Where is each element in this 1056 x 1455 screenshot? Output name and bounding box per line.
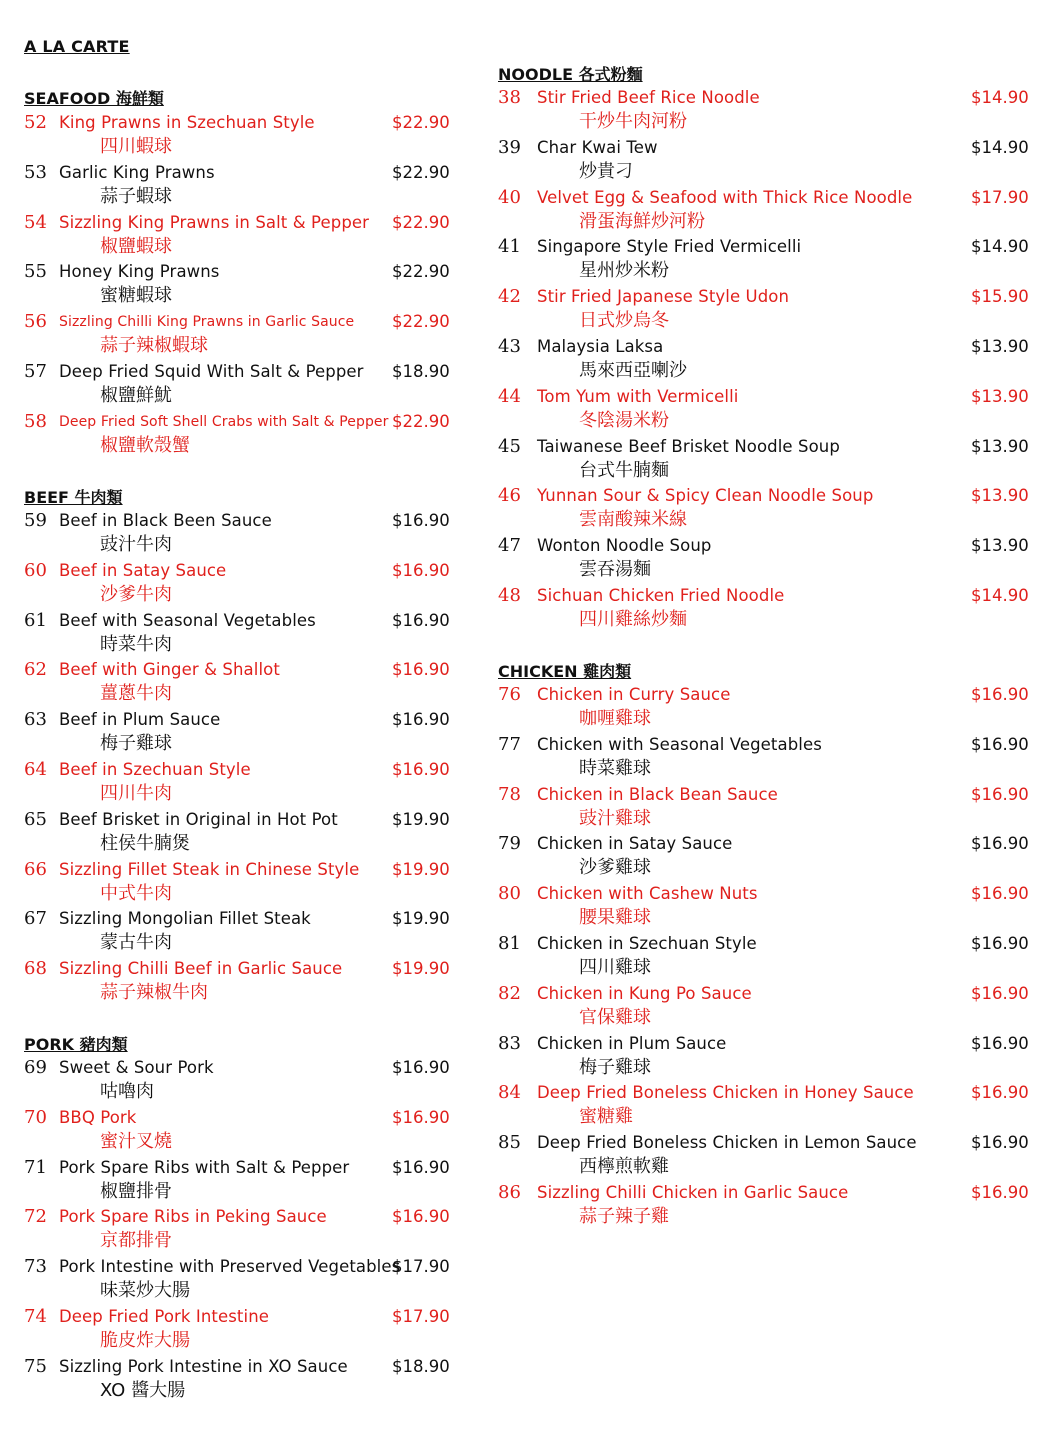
menu-item-beef [24, 757, 454, 807]
item-number: 53 [24, 161, 47, 183]
item-number: 60 [24, 559, 47, 581]
section-header-noodle: NOODLE 各式粉麵 [498, 65, 643, 84]
item-price: $16.90 [971, 784, 1029, 804]
item-number: 52 [24, 112, 47, 133]
item-name-chinese: 中式牛肉 [100, 882, 172, 904]
item-number: 69 [24, 1057, 47, 1078]
menu-item-seafood [24, 110, 454, 160]
item-name-chinese: 蒙古牛肉 [100, 932, 172, 954]
item-name-chinese: 雲南酸辣米線 [579, 509, 687, 531]
item-price: $16.90 [392, 1157, 450, 1177]
menu-item-seafood [24, 359, 454, 409]
item-name-english: Chicken in Curry Sauce [537, 685, 731, 704]
menu-item-pork [24, 1204, 454, 1254]
item-name-chinese: 蒜子蝦球 [100, 185, 172, 207]
menu-item-beef [24, 508, 454, 558]
item-name-english: Deep Fried Squid With Salt & Pepper [59, 362, 364, 381]
item-price: $22.90 [392, 212, 450, 232]
item-price: $16.90 [392, 560, 450, 580]
item-price: $16.90 [392, 610, 450, 630]
menu-item-seafood [24, 409, 454, 459]
item-name-english: Sizzling Chilli Chicken in Garlic Sauce [537, 1183, 849, 1202]
item-name-chinese: 干炒牛肉河粉 [579, 111, 687, 132]
item-number: 65 [24, 808, 47, 830]
item-number: 38 [498, 87, 521, 108]
item-price: $14.90 [971, 88, 1029, 107]
item-name-english: Beef in Plum Sauce [59, 710, 221, 730]
menu-item-beef [24, 857, 454, 907]
section-header-pork: PORK 豬肉類 [24, 1035, 128, 1054]
item-price: $13.90 [971, 337, 1029, 356]
item-name-english: Sizzling Chilli King Prawns in Garlic Sauce [59, 314, 355, 331]
item-name-chinese: 梅子雞球 [100, 733, 172, 755]
item-name-english: Singapore Style Fried Vermicelli [537, 237, 802, 257]
menu-item-chicken [498, 782, 1038, 832]
menu-item-chicken [498, 981, 1038, 1031]
item-name-chinese: 豉汁牛肉 [100, 534, 172, 555]
item-name-chinese: 京都排骨 [100, 1230, 172, 1252]
menu-item-beef [24, 558, 454, 608]
item-name-chinese: 豉汁雞球 [579, 807, 651, 829]
item-price: $17.90 [392, 1257, 450, 1277]
item-name-chinese: 脆皮炸大腸 [100, 1330, 190, 1351]
item-number: 67 [24, 908, 47, 930]
item-number: 54 [24, 211, 47, 233]
item-name-english: Beef Brisket in Original in Hot Pot [59, 809, 338, 829]
item-number: 77 [498, 733, 521, 755]
item-name-english: Yunnan Sour & Spicy Clean Noodle Soup [537, 486, 874, 506]
item-name-chinese: 台式牛腩麵 [579, 459, 669, 481]
menu-item-chicken [498, 831, 1038, 881]
menu-item-beef [24, 956, 454, 1006]
item-price: $16.90 [971, 934, 1029, 953]
menu-item-chicken [498, 1180, 1038, 1230]
menu-item-beef [24, 807, 454, 857]
item-name-english: Deep Fried Boneless Chicken in Lemon Sauce [537, 1133, 917, 1153]
item-number: 48 [498, 585, 521, 606]
item-name-chinese: 咕嚕肉 [100, 1081, 154, 1102]
item-price: $14.90 [971, 586, 1029, 605]
menu-item-pork [24, 1155, 454, 1205]
item-name-chinese: XO 醬大腸 [100, 1379, 186, 1401]
item-name-chinese: 沙爹雞球 [579, 857, 651, 879]
menu-item-seafood [24, 210, 454, 260]
item-price: $22.90 [392, 162, 450, 182]
item-name-english: Deep Fried Pork Intestine [59, 1307, 269, 1326]
menu-item-seafood [24, 259, 454, 309]
item-number: 47 [498, 535, 521, 557]
item-name-english: Chicken with Seasonal Vegetables [537, 734, 822, 754]
item-price: $22.90 [392, 312, 450, 332]
item-name-chinese: 四川雞絲炒麵 [579, 609, 687, 630]
menu-item-noodle [498, 234, 1038, 284]
menu-item-chicken [498, 682, 1038, 732]
menu-item-seafood [24, 160, 454, 210]
item-number: 55 [24, 261, 47, 283]
item-name-chinese: 蜜糖雞 [579, 1106, 633, 1128]
item-name-chinese: 官保雞球 [579, 1006, 651, 1028]
menu-item-pork [24, 1105, 454, 1155]
item-name-english: Pork Spare Ribs with Salt & Pepper [59, 1157, 350, 1177]
item-price: $13.90 [971, 386, 1029, 406]
item-number: 86 [498, 1182, 521, 1203]
item-price: $14.90 [971, 237, 1029, 257]
item-price: $16.90 [971, 834, 1029, 854]
item-name-english: Chicken in Black Bean Sauce [537, 784, 778, 804]
item-number: 63 [24, 709, 47, 731]
item-number: 59 [24, 510, 47, 531]
item-number: 76 [498, 684, 521, 705]
item-price: $16.90 [392, 760, 450, 779]
menu-item-noodle [498, 434, 1038, 484]
item-name-english: Pork Intestine with Preserved Vegetables [59, 1257, 401, 1277]
item-number: 61 [24, 609, 47, 631]
item-price: $16.90 [971, 1183, 1029, 1202]
item-number: 41 [498, 236, 521, 258]
item-price: $16.90 [971, 1083, 1029, 1103]
item-name-english: Wonton Noodle Soup [537, 536, 712, 556]
item-name-english: Sichuan Chicken Fried Noodle [537, 586, 785, 605]
item-number: 66 [24, 858, 47, 880]
menu-item-beef [24, 707, 454, 757]
item-name-english: Stir Fried Japanese Style Udon [537, 287, 790, 307]
item-name-chinese: 梅子雞球 [579, 1056, 651, 1078]
menu-item-noodle [498, 284, 1038, 334]
item-name-english: Beef with Seasonal Vegetables [59, 610, 316, 630]
item-number: 81 [498, 933, 521, 954]
item-price: $19.90 [392, 809, 450, 829]
item-number: 83 [498, 1032, 521, 1054]
item-price: $14.90 [971, 137, 1029, 157]
item-name-chinese: 蒜子辣椒牛肉 [100, 982, 208, 1004]
item-name-chinese: 蜜糖蝦球 [100, 285, 172, 307]
item-number: 45 [498, 435, 521, 457]
item-name-english: Stir Fried Beef Rice Noodle [537, 88, 760, 107]
page-title: A LA CARTE [24, 37, 130, 56]
item-name-chinese: 椒鹽蝦球 [100, 235, 172, 257]
item-price: $15.90 [971, 287, 1029, 307]
item-name-chinese: 時菜雞球 [579, 757, 651, 779]
menu-item-seafood [24, 309, 454, 359]
item-number: 56 [24, 311, 47, 333]
item-name-chinese: 四川雞球 [579, 957, 651, 978]
menu-item-pork [24, 1304, 454, 1354]
item-name-chinese: 星州炒米粉 [579, 260, 669, 282]
item-name-english: Sizzling Chilli Beef in Garlic Sauce [59, 959, 343, 979]
menu-item-noodle [498, 483, 1038, 533]
item-number: 58 [24, 410, 47, 432]
item-price: $16.90 [392, 1207, 450, 1227]
item-name-english: Chicken with Cashew Nuts [537, 884, 758, 904]
item-name-chinese: 四川牛肉 [100, 783, 172, 804]
item-name-chinese: 時菜牛肉 [100, 633, 172, 655]
item-number: 78 [498, 783, 521, 805]
item-number: 84 [498, 1082, 521, 1104]
item-name-chinese: 咖喱雞球 [579, 708, 651, 729]
menu-item-chicken [498, 931, 1038, 981]
item-price: $22.90 [392, 113, 450, 132]
item-name-english: Taiwanese Beef Brisket Noodle Soup [537, 436, 840, 456]
item-number: 39 [498, 136, 521, 158]
item-number: 42 [498, 286, 521, 308]
item-number: 64 [24, 759, 47, 780]
item-price: $16.90 [392, 1107, 450, 1127]
item-name-english: Chicken in Szechuan Style [537, 934, 757, 953]
item-number: 72 [24, 1206, 47, 1228]
item-name-english: Beef with Ginger & Shallot [59, 660, 280, 680]
item-number: 82 [498, 982, 521, 1004]
item-price: $16.90 [392, 660, 450, 680]
menu-item-beef [24, 657, 454, 707]
item-name-english: Beef in Black Been Sauce [59, 511, 272, 530]
item-name-chinese: 冬陰湯米粉 [579, 409, 669, 431]
menu-item-chicken [498, 881, 1038, 931]
item-number: 79 [498, 833, 521, 855]
item-price: $19.90 [392, 909, 450, 929]
item-price: $22.90 [392, 411, 450, 431]
menu-item-beef [24, 906, 454, 956]
item-name-chinese: 西檸煎軟雞 [579, 1156, 669, 1178]
item-number: 68 [24, 958, 47, 980]
menu-item-beef [24, 608, 454, 658]
item-price: $16.90 [971, 983, 1029, 1003]
item-price: $19.90 [392, 859, 450, 879]
item-number: 74 [24, 1306, 47, 1327]
item-name-chinese: 蒜子辣椒蝦球 [100, 335, 208, 357]
menu-item-pork [24, 1354, 454, 1404]
section-header-seafood: SEAFOOD 海鮮類 [24, 89, 164, 108]
item-price: $19.90 [392, 959, 450, 979]
item-price: $16.90 [392, 1058, 450, 1077]
item-price: $18.90 [392, 1356, 450, 1376]
menu-item-chicken [498, 1031, 1038, 1081]
menu-item-noodle [498, 583, 1038, 633]
item-name-english: Deep Fried Boneless Chicken in Honey Sauce [537, 1083, 914, 1103]
item-name-chinese: 日式炒烏冬 [579, 310, 669, 332]
item-price: $13.90 [971, 486, 1029, 506]
menu-item-chicken [498, 732, 1038, 782]
item-name-english: Sizzling King Prawns in Salt & Pepper [59, 212, 370, 232]
item-number: 73 [24, 1256, 47, 1278]
item-name-chinese: 馬來西亞喇沙 [579, 360, 687, 381]
item-number: 44 [498, 385, 521, 407]
item-price: $16.90 [971, 1133, 1029, 1153]
item-number: 57 [24, 361, 47, 382]
item-price: $17.90 [392, 1307, 450, 1326]
item-number: 85 [498, 1132, 521, 1154]
item-name-english: Honey King Prawns [59, 262, 220, 282]
item-price: $13.90 [971, 536, 1029, 556]
menu-item-noodle [498, 334, 1038, 384]
item-name-english: Sizzling Pork Intestine in XO Sauce [59, 1356, 348, 1376]
menu-item-noodle [498, 533, 1038, 583]
item-name-english: Tom Yum with Vermicelli [537, 386, 739, 406]
item-price: $16.90 [971, 734, 1029, 754]
item-name-english: King Prawns in Szechuan Style [59, 113, 315, 132]
item-name-english: Chicken in Plum Sauce [537, 1033, 727, 1053]
section-header-beef: BEEF 牛肉類 [24, 488, 123, 507]
item-price: $17.90 [971, 187, 1029, 207]
item-name-chinese: 蜜汁叉燒 [100, 1130, 172, 1152]
menu-item-noodle [498, 85, 1038, 135]
menu-item-pork [24, 1254, 454, 1304]
item-name-english: Sizzling Mongolian Fillet Steak [59, 909, 311, 929]
menu-item-chicken [498, 1080, 1038, 1130]
item-price: $16.90 [392, 710, 450, 730]
item-price: $18.90 [392, 362, 450, 381]
item-price: $13.90 [971, 436, 1029, 456]
item-name-chinese: 柱侯牛腩煲 [100, 832, 190, 854]
menu-item-noodle [498, 135, 1038, 185]
item-number: 40 [498, 186, 521, 208]
item-number: 70 [24, 1106, 47, 1128]
item-price: $16.90 [392, 511, 450, 530]
item-price: $16.90 [971, 884, 1029, 904]
item-name-english: Chicken in Satay Sauce [537, 834, 733, 854]
item-name-chinese: 沙爹牛肉 [100, 583, 172, 605]
section-header-chicken: CHICKEN 雞肉類 [498, 662, 632, 681]
item-price: $16.90 [971, 685, 1029, 704]
item-name-chinese: 椒鹽排骨 [100, 1180, 172, 1202]
item-name-english: Sizzling Fillet Steak in Chinese Style [59, 859, 360, 879]
item-name-english: Chicken in Kung Po Sauce [537, 983, 752, 1003]
item-name-chinese: 椒鹽軟殼蟹 [100, 434, 190, 456]
item-name-chinese: 炒貴刁 [579, 160, 633, 182]
item-name-chinese: 薑蔥牛肉 [100, 683, 172, 705]
item-name-english: BBQ Pork [59, 1107, 137, 1127]
item-name-chinese: 蒜子辣子雞 [579, 1206, 669, 1227]
item-name-english: Velvet Egg & Seafood with Thick Rice Noodle [537, 187, 913, 207]
item-name-chinese: 四川蝦球 [100, 136, 172, 157]
item-name-english: Malaysia Laksa [537, 337, 664, 356]
item-number: 43 [498, 336, 521, 357]
item-number: 80 [498, 883, 521, 905]
menu-item-noodle [498, 384, 1038, 434]
menu-item-noodle [498, 185, 1038, 235]
item-number: 62 [24, 659, 47, 681]
menu-item-chicken [498, 1130, 1038, 1180]
item-name-chinese: 腰果雞球 [579, 907, 651, 929]
item-number: 75 [24, 1355, 47, 1377]
item-price: $16.90 [971, 1033, 1029, 1053]
menu-item-pork [24, 1055, 454, 1105]
item-number: 71 [24, 1156, 47, 1178]
item-name-chinese: 椒鹽鮮魷 [100, 385, 172, 406]
item-name-english: Deep Fried Soft Shell Crabs with Salt & Pepper [59, 413, 389, 430]
item-price: $22.90 [392, 262, 450, 282]
item-name-chinese: 雲吞湯麵 [579, 559, 651, 581]
item-name-english: Pork Spare Ribs in Peking Sauce [59, 1207, 327, 1227]
item-name-english: Beef in Szechuan Style [59, 760, 251, 779]
item-name-english: Char Kwai Tew [537, 137, 658, 157]
item-name-english: Garlic King Prawns [59, 162, 215, 182]
item-name-chinese: 滑蛋海鮮炒河粉 [579, 210, 705, 232]
item-name-english: Sweet & Sour Pork [59, 1058, 214, 1077]
item-number: 46 [498, 485, 521, 507]
item-name-chinese: 味菜炒大腸 [100, 1280, 190, 1302]
item-name-english: Beef in Satay Sauce [59, 560, 227, 580]
